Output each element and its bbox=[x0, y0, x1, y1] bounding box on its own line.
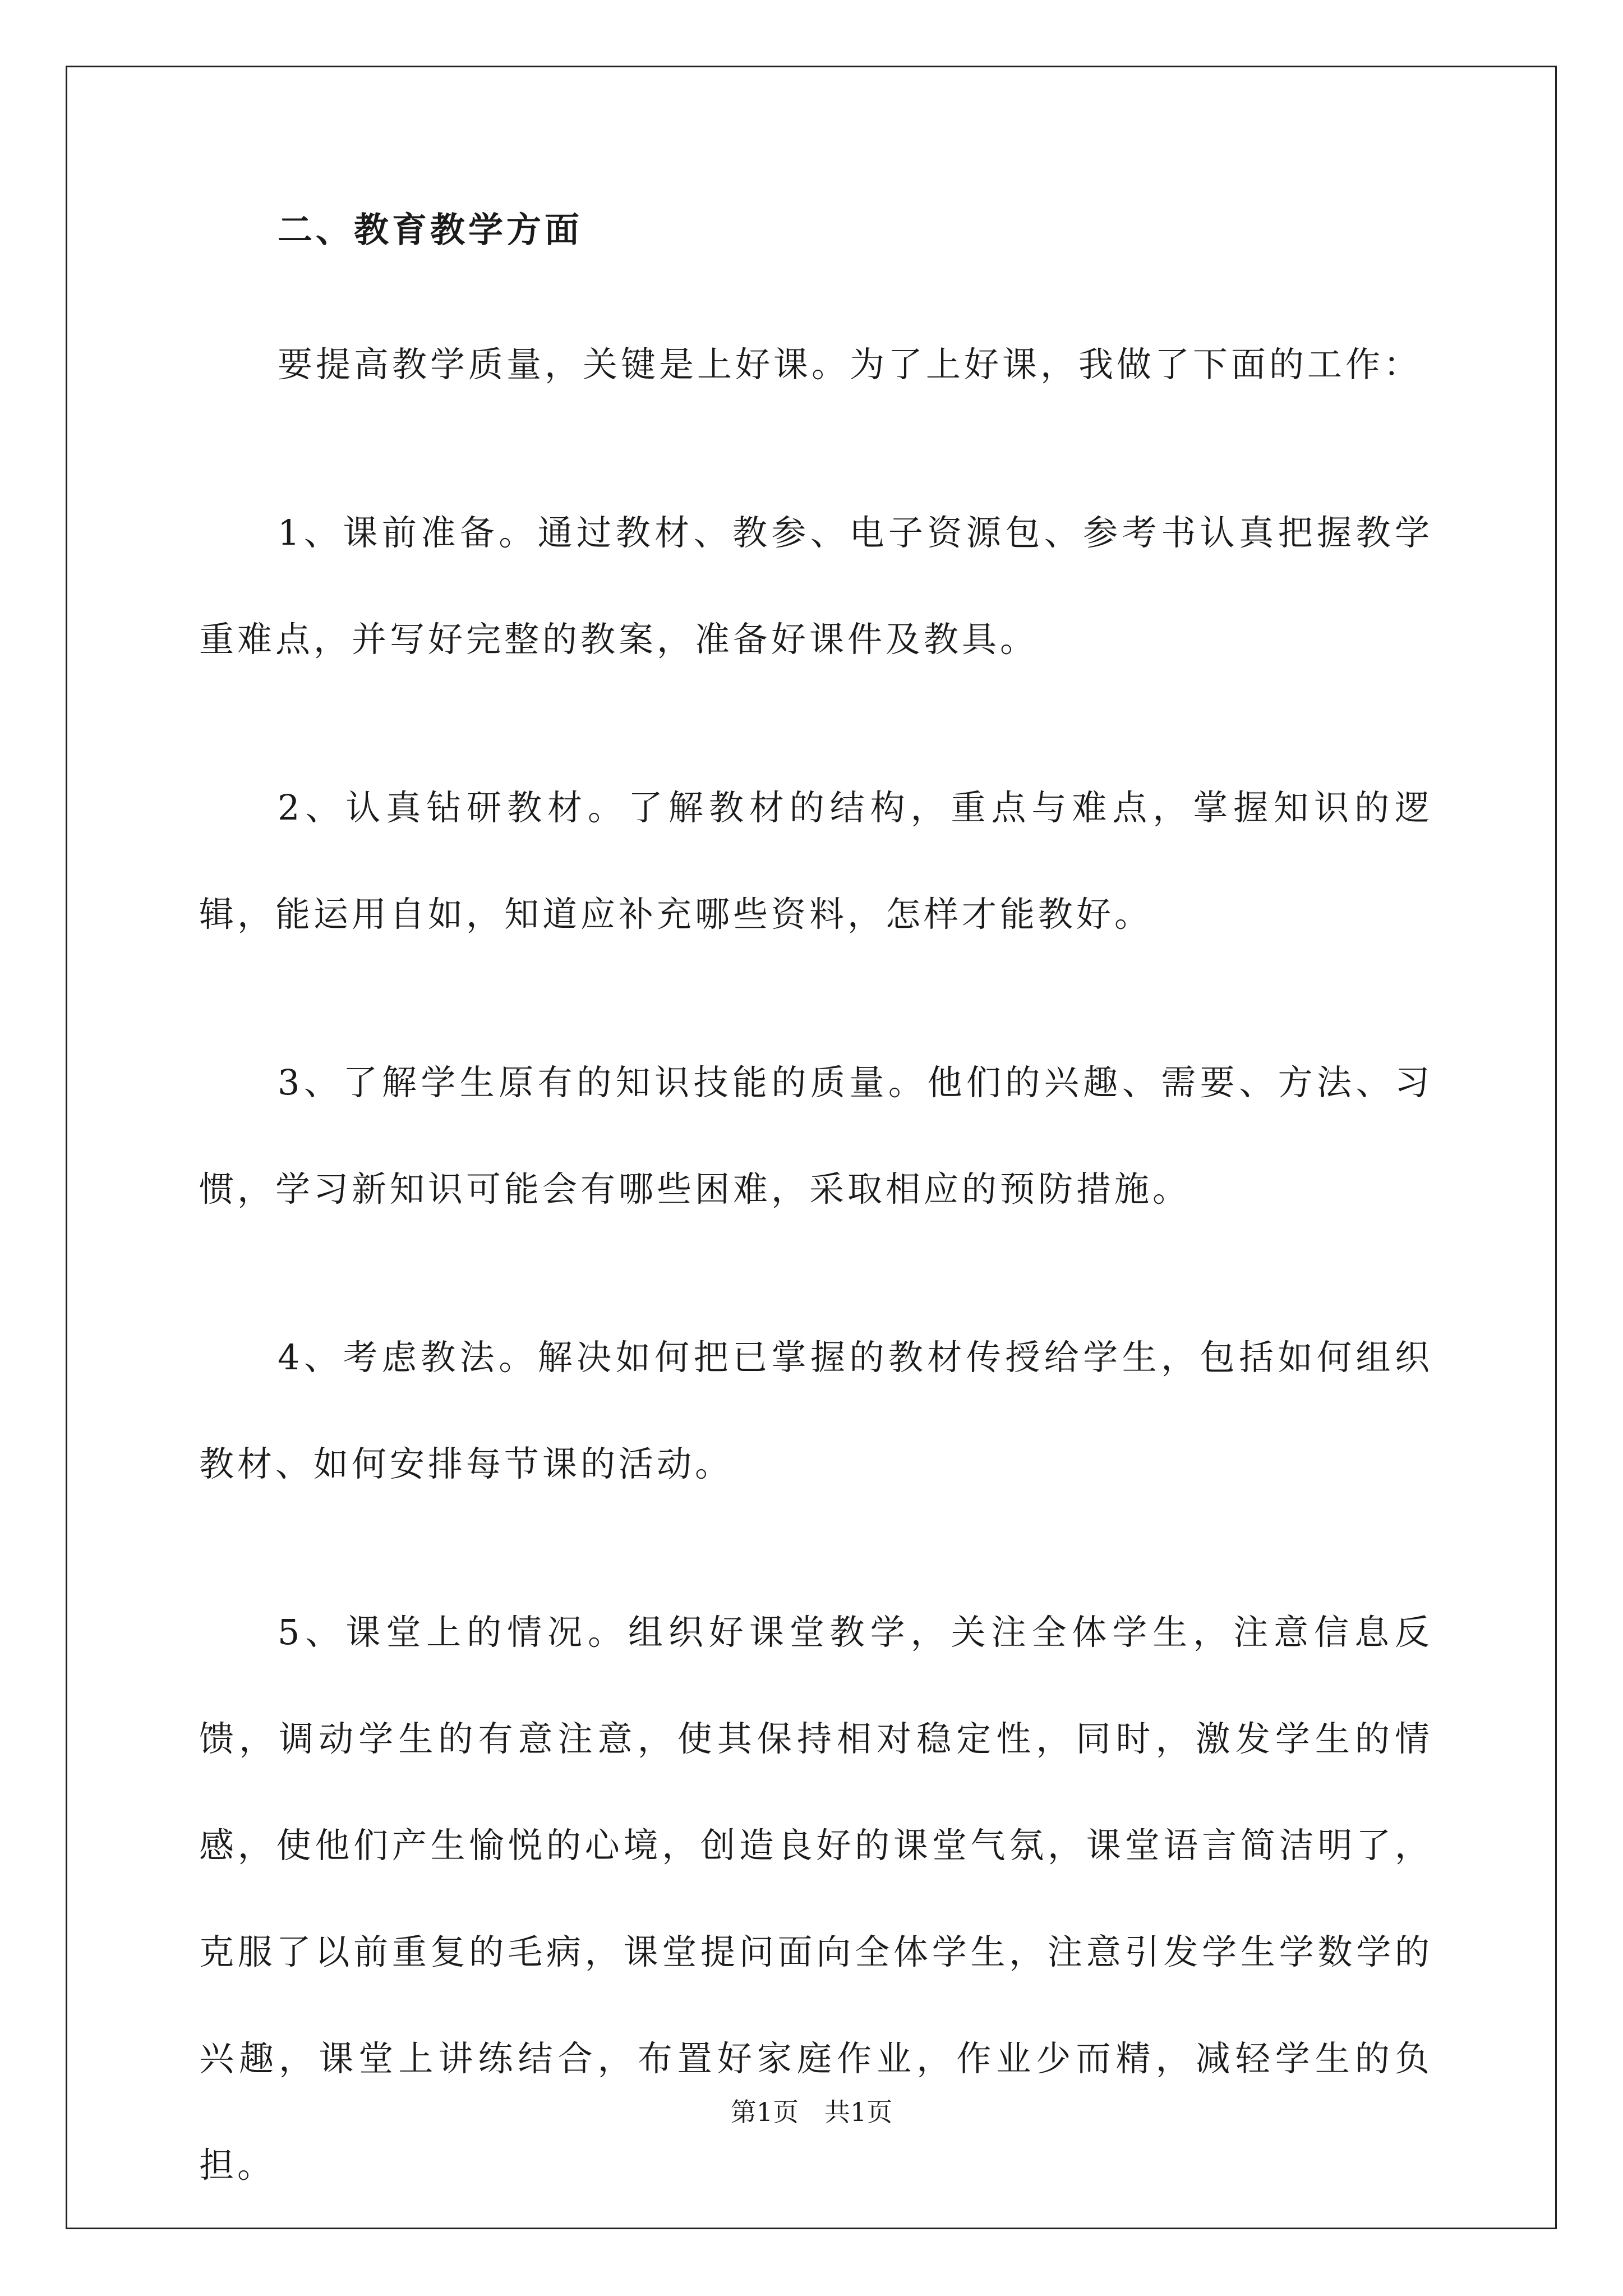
section-heading: 二、教育教学方面 bbox=[278, 209, 583, 250]
paragraph-item-3: 3、了解学生原有的知识技能的质量。他们的兴趣、需要、方法、习惯，学习新知识可能会有哪些困难，采取相应的预防措施。 bbox=[199, 1062, 1433, 1209]
document-body bbox=[199, 208, 1433, 2219]
paragraph-item-4: 4、考虑教法。解决如何把已掌握的教材传授给学生，包括如何组织教材、如何安排每节课的活动。 bbox=[199, 1337, 1433, 1484]
paragraph-item-2: 2、认真钻研教材。了解教材的结构，重点与难点，掌握知识的逻辑，能运用自如，知道应补充哪些资料，怎样才能教好。 bbox=[199, 787, 1433, 935]
paragraph-item-1: 1、课前准备。通过教材、教参、电子资源包、参考书认真把握教学重难点，并写好完整的教案，准备好课件及教具。 bbox=[199, 512, 1433, 660]
paragraph-intro: 要提高教学质量，关键是上好课。为了上好课，我做了下面的工作： bbox=[278, 344, 1422, 385]
paragraph-item-5: 5、课堂上的情况。组织好课堂教学，关注全体学生，注意信息反馈，调动学生的有意注意，使其保持相对稳定性，同时，激发学生的情感，使他们产生愉悦的心境，创造良好的课堂气氛，课堂语言简洁明了，克服了以前重复的毛病，课堂提问面向全体学生，注意引发学生学数学的兴趣，课堂上讲练结合，布置好家庭作业，作业少而精，减轻学生的负担。 bbox=[199, 1612, 1433, 2185]
page-number-footer: 第1页 共1页 bbox=[730, 2097, 893, 2127]
